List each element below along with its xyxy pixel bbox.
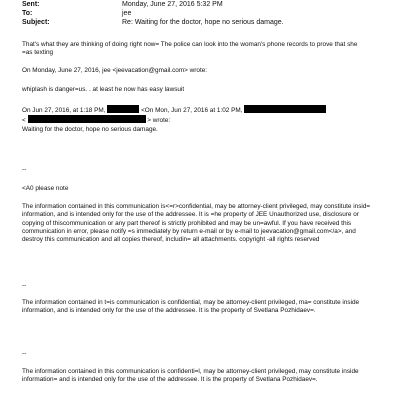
- disclaimer-2: The information contained in t=is communication is confidential, may be attorney-client privileged, ma= constitute inside information, and is intended only for the use of the addressee. It is the property of Svetlana Pozhidaev=.: [22, 299, 360, 315]
- message-body: [22, 41, 378, 58]
- quote2-part-a: On Jun 27, 2016, at 1:18 PM,: [22, 107, 106, 114]
- quote2-part-b: <On Mon, Jun 27, 2016 at 1:02 PM,: [141, 107, 243, 114]
- separator-3: --: [22, 350, 27, 357]
- email-header: [22, 0, 380, 28]
- redaction-bar: [107, 105, 139, 113]
- separator-2: --: [22, 282, 27, 289]
- quote1-header: On Monday, June 27, 2016, jee <jeevacation@gmail.com> wrote:: [22, 67, 208, 74]
- body-line-1: That's what they are thinking of doing right now= The police can look into the woman's phone records to prove that she: [22, 41, 358, 48]
- body-line-2: =as texting: [22, 49, 54, 57]
- to-label: To:: [22, 10, 33, 17]
- quote2-text: Waiting for the doctor, hope no serious damage.: [22, 125, 158, 133]
- note-line: <A0 please note: [22, 185, 69, 192]
- sent-value: Monday, June 27, 2016 5:32 PM: [122, 1, 223, 8]
- quote2-part-d: > wrote:: [147, 117, 171, 125]
- to-value: jee: [122, 10, 132, 17]
- separator-1: --: [22, 166, 27, 173]
- subject-label: Subject:: [22, 19, 50, 26]
- quote2-header: [22, 105, 378, 134]
- disclaimer-3: The information contained in this communication is confidenti=l, may be attorney-client privileged, may constitute inside information= and is intended only for the use of the addressee. It is the property of Svetlana Pozhidaev=.: [22, 368, 359, 384]
- sent-label: Sent:: [22, 1, 40, 8]
- redaction-bar: [244, 105, 326, 113]
- quote1-text: whiplash is danger=us. . at least he now has easy lawsuit: [22, 86, 185, 93]
- disclaimer-1: The information contained in this communication is<=r>confidential, may be attorney-client privileged, may constitute insid= information, and is intended only for the use of the addressee. It is =he property of JEE Unauthorized use, disclosure or copying of thiscommunication or any part thereof is strictly prohibited and may be un=awful. If you have received this communication in error, please notify =s immediately by return e-mail or by e-mail to jeevacation@gmail.com</a>, and destroy this communication and all copies thereof, includin= all attachments. copyright -all rights reserved: [22, 203, 371, 244]
- redaction-bar: [28, 115, 146, 123]
- subject-value: Re: Waiting for the doctor, hope no serious damage.: [122, 19, 284, 26]
- quote2-part-c: <: [22, 117, 26, 125]
